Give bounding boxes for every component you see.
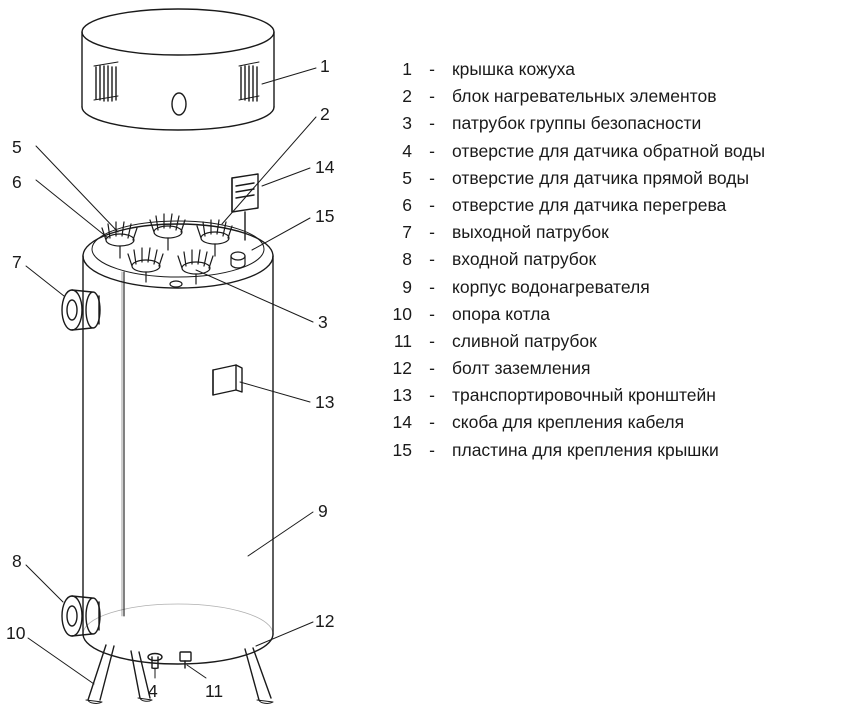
legend-label: отверстие для датчика обратной воды [452, 140, 766, 161]
callout-15: 15 [315, 206, 335, 226]
callout-3: 3 [318, 312, 328, 332]
callout-7: 7 [12, 252, 22, 272]
legend-item [378, 165, 848, 192]
legend-item [378, 192, 848, 219]
legend-number: 1 [402, 59, 412, 79]
legend-label: входной патрубок [452, 249, 597, 270]
legend-dash: - [429, 358, 435, 379]
legend-item [378, 382, 848, 409]
callout-13: 13 [315, 392, 335, 412]
legend-item [378, 409, 848, 436]
legend-label: блок нагревательных элементов [452, 86, 717, 107]
legend-number: 8 [402, 249, 412, 270]
legend-number: 5 [402, 167, 412, 188]
callout-2: 2 [320, 104, 330, 124]
outlet-pipe [62, 290, 100, 330]
legend-dash: - [429, 330, 435, 351]
legend-number: 7 [402, 222, 412, 243]
callout-5: 5 [12, 137, 22, 157]
legend-dash: - [429, 385, 435, 406]
legend-number: 12 [392, 358, 412, 379]
drain-and-sensor [148, 652, 191, 668]
legend-label: пластина для крепления крышки [452, 439, 719, 460]
legend-number: 3 [402, 113, 412, 134]
legend-item [378, 328, 848, 355]
callout-14: 14 [315, 157, 335, 177]
callout-9: 9 [318, 501, 328, 521]
legend-item [378, 138, 848, 165]
legend-dash: - [429, 167, 435, 188]
legend-label: крышка кожуха [452, 59, 575, 79]
legend-list [378, 56, 848, 464]
legend-item [378, 437, 848, 464]
callout-11: 11 [205, 681, 224, 701]
legend-number: 9 [402, 276, 412, 297]
legend-number: 14 [392, 412, 412, 433]
callout-6: 6 [12, 172, 22, 192]
legend-number: 6 [402, 194, 412, 215]
callout-10: 10 [6, 623, 26, 643]
transport-bracket [213, 365, 242, 395]
legend-dash: - [429, 222, 435, 243]
legend-label: болт заземления [452, 358, 591, 379]
legend-item [378, 83, 848, 110]
legend-label: сливной патрубок [452, 330, 597, 351]
callout-1: 1 [320, 56, 330, 76]
legend-dash: - [429, 303, 435, 324]
legend-dash: - [429, 249, 435, 270]
legend-number: 4 [402, 140, 412, 161]
legend-label: транспортировочный кронштейн [452, 385, 716, 406]
callout-4: 4 [148, 681, 158, 701]
legend-item [378, 219, 848, 246]
legend-number: 11 [393, 330, 412, 351]
tank-body [83, 256, 273, 664]
cover-cap [82, 9, 274, 130]
legend-dash: - [429, 194, 435, 215]
legend-dash: - [429, 412, 435, 433]
legend-label: корпус водонагревателя [452, 276, 650, 297]
legend-label: отверстие для датчика прямой воды [452, 167, 750, 188]
legend-number: 2 [402, 86, 412, 107]
legend-dash: - [429, 113, 435, 134]
callout-8: 8 [12, 551, 22, 571]
legend-label: опора котла [452, 303, 551, 324]
legend-item [378, 56, 848, 83]
legend-dash: - [429, 439, 435, 460]
legend-label: патрубок группы безопасности [452, 113, 702, 134]
legend-label: выходной патрубок [452, 222, 609, 243]
legend-dash: - [429, 140, 435, 161]
legend-number: 13 [392, 385, 412, 406]
legend-number: 10 [392, 303, 412, 324]
legend-dash: - [429, 59, 435, 79]
legend-item [378, 355, 848, 382]
legend-item [378, 274, 848, 301]
legend-label: скоба для крепления кабеля [452, 412, 685, 433]
legend-label: отверстие для датчика перегрева [452, 194, 727, 215]
legend-dash: - [429, 86, 435, 107]
legend-item [378, 110, 848, 137]
callout-12: 12 [315, 611, 335, 631]
inlet-pipe [62, 596, 100, 636]
legend-number: 15 [392, 439, 412, 460]
legend-item [378, 246, 848, 273]
legend-dash: - [429, 276, 435, 297]
legend-item [378, 301, 848, 328]
